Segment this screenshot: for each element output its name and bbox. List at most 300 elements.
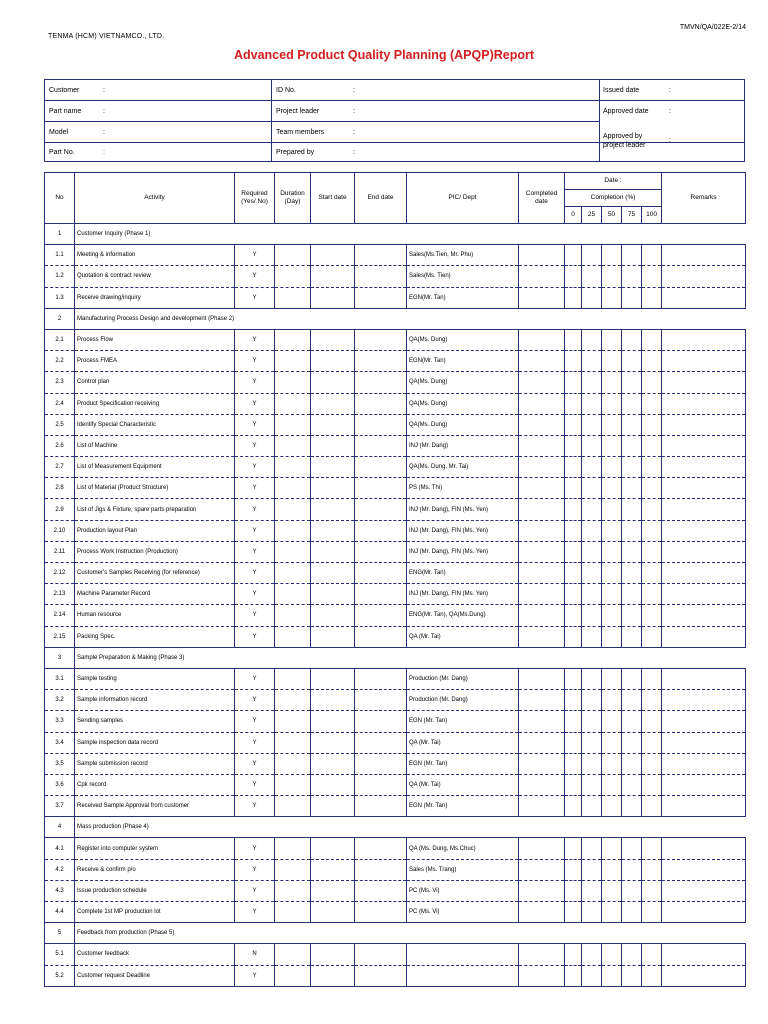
duration-cell <box>275 732 311 753</box>
section-row <box>45 308 746 329</box>
remarks-cell <box>662 478 746 499</box>
completion-75-cell <box>622 690 642 711</box>
part-no-label: Part No. <box>49 149 75 156</box>
remarks-cell <box>662 711 746 732</box>
pic-cell: EGN(Mr. Tan) <box>407 351 519 372</box>
completion-100-cell <box>642 478 662 499</box>
remarks-cell <box>662 393 746 414</box>
duration-cell <box>275 626 311 647</box>
required-cell: Y <box>235 329 275 350</box>
completion-0-cell <box>565 287 582 308</box>
row-number: 1.2 <box>45 266 75 287</box>
remarks-cell <box>662 435 746 456</box>
activity-cell: Sending samples <box>75 711 235 732</box>
completion-75-cell <box>622 944 642 965</box>
end-date-cell <box>355 753 407 774</box>
required-cell: Y <box>235 563 275 584</box>
table-row <box>45 393 746 414</box>
pic-cell: INJ (Mr. Dang), FIN (Ms. Yen) <box>407 520 519 541</box>
row-number: 5.2 <box>45 965 75 986</box>
completion-50-cell <box>602 563 622 584</box>
prepared-by-label: Prepared by <box>276 149 315 156</box>
table-row <box>45 329 746 350</box>
pic-cell: PS (Ms. Thi) <box>407 478 519 499</box>
activity-cell: Identify Special Characteristic <box>75 414 235 435</box>
completion-50-cell <box>602 351 622 372</box>
pic-cell: QA(Ms. Dung) <box>407 329 519 350</box>
end-date-cell <box>355 266 407 287</box>
completed-date-cell <box>519 329 565 350</box>
pic-cell: ENG(Mr. Tan), QA(Ms.Dung) <box>407 605 519 626</box>
col-header-completed: Completed date <box>519 173 565 224</box>
pic-cell: QA (Ms. Dung, Ms.Chuc) <box>407 838 519 859</box>
completion-100-cell <box>642 796 662 817</box>
project-leader-label: Project leader <box>276 108 320 115</box>
start-date-cell <box>311 965 355 986</box>
pic-cell: ENG(Mr. Tan) <box>407 563 519 584</box>
row-number: 4.4 <box>45 902 75 923</box>
pic-cell <box>407 965 519 986</box>
completed-date-cell <box>519 944 565 965</box>
activity-cell: Sample inspection data record <box>75 732 235 753</box>
required-cell: Y <box>235 965 275 986</box>
activity-cell: Sample testing <box>75 668 235 689</box>
end-date-cell <box>355 774 407 795</box>
activity-cell: Sample information record <box>75 690 235 711</box>
completed-date-cell <box>519 351 565 372</box>
completion-100-cell <box>642 859 662 880</box>
activity-cell: Process Work Instruction (Production) <box>75 541 235 562</box>
end-date-cell <box>355 372 407 393</box>
completion-75-cell <box>622 711 642 732</box>
completion-100-cell <box>642 711 662 732</box>
completion-25-cell <box>582 668 602 689</box>
completed-date-cell <box>519 435 565 456</box>
completed-date-cell <box>519 732 565 753</box>
completion-50-cell <box>602 372 622 393</box>
completion-25-cell <box>582 541 602 562</box>
completion-100-cell <box>642 266 662 287</box>
row-number: 4.1 <box>45 838 75 859</box>
required-cell: Y <box>235 732 275 753</box>
completion-25-cell <box>582 944 602 965</box>
completion-50-cell <box>602 944 622 965</box>
completion-0-cell <box>565 435 582 456</box>
table-row <box>45 520 746 541</box>
completion-100-cell <box>642 520 662 541</box>
start-date-cell <box>311 414 355 435</box>
completion-100-cell <box>642 668 662 689</box>
completion-25-cell <box>582 584 602 605</box>
section-row <box>45 817 746 838</box>
completion-100-cell <box>642 457 662 478</box>
end-date-cell <box>355 796 407 817</box>
completion-100-cell <box>642 499 662 520</box>
end-date-cell <box>355 478 407 499</box>
completion-100-cell <box>642 626 662 647</box>
required-cell: Y <box>235 499 275 520</box>
table-row <box>45 902 746 923</box>
required-cell: Y <box>235 902 275 923</box>
completion-100-cell <box>642 965 662 986</box>
pic-cell: PC (Ms. Vi) <box>407 880 519 901</box>
completion-75-cell <box>622 329 642 350</box>
remarks-cell <box>662 457 746 478</box>
completion-0-cell <box>565 753 582 774</box>
required-cell: Y <box>235 457 275 478</box>
pic-cell: EGN (Mr. Tan) <box>407 711 519 732</box>
model-label: Model <box>49 129 69 136</box>
completion-25-cell <box>582 711 602 732</box>
duration-cell <box>275 372 311 393</box>
completion-100-cell <box>642 563 662 584</box>
activity-cell: List of Machine <box>75 435 235 456</box>
completion-75-cell <box>622 626 642 647</box>
remarks-cell <box>662 796 746 817</box>
row-number: 2.12 <box>45 563 75 584</box>
row-number: 3.4 <box>45 732 75 753</box>
required-cell: Y <box>235 541 275 562</box>
completion-75-cell <box>622 859 642 880</box>
col-header-no: No <box>45 173 75 224</box>
end-date-cell <box>355 584 407 605</box>
pic-cell: QA (Mr. Tai) <box>407 626 519 647</box>
end-date-cell <box>355 711 407 732</box>
required-cell: Y <box>235 753 275 774</box>
completion-50-cell <box>602 266 622 287</box>
table-row <box>45 690 746 711</box>
remarks-cell <box>662 245 746 266</box>
completed-date-cell <box>519 266 565 287</box>
pic-cell: INJ (Mr. Dang), FIN (Ms. Yen) <box>407 584 519 605</box>
col-header-pct: 50 <box>602 207 622 224</box>
completion-75-cell <box>622 605 642 626</box>
col-header-pic: PIC/ Dept <box>407 173 519 224</box>
completion-50-cell <box>602 457 622 478</box>
table-row <box>45 838 746 859</box>
duration-cell <box>275 563 311 584</box>
completed-date-cell <box>519 838 565 859</box>
duration-cell <box>275 414 311 435</box>
pic-cell: Sales(Ms. Tien) <box>407 266 519 287</box>
remarks-cell <box>662 266 746 287</box>
completion-25-cell <box>582 880 602 901</box>
completion-100-cell <box>642 541 662 562</box>
completion-0-cell <box>565 266 582 287</box>
completion-75-cell <box>622 266 642 287</box>
pic-cell: Sales(Ms.Tien, Mr. Phu) <box>407 245 519 266</box>
row-number: 2.2 <box>45 351 75 372</box>
completion-100-cell <box>642 584 662 605</box>
required-cell: Y <box>235 266 275 287</box>
duration-cell <box>275 266 311 287</box>
completion-50-cell <box>602 711 622 732</box>
completion-25-cell <box>582 435 602 456</box>
completion-100-cell <box>642 838 662 859</box>
completion-50-cell <box>602 732 622 753</box>
row-number: 2.9 <box>45 499 75 520</box>
duration-cell <box>275 499 311 520</box>
completion-25-cell <box>582 965 602 986</box>
section-title: Customer Inquiry (Phase 1) <box>75 224 746 245</box>
completion-0-cell <box>565 541 582 562</box>
activity-cell: List of Measurement Equipment <box>75 457 235 478</box>
completion-100-cell <box>642 944 662 965</box>
header-info-block: Customer : Part name : Model : Part No. : ID No. : Project leader : Team members : Prepared by : Issued date : Approved date : Approved by project leader : <box>44 79 745 162</box>
duration-cell <box>275 690 311 711</box>
row-number: 2.7 <box>45 457 75 478</box>
completion-25-cell <box>582 690 602 711</box>
completed-date-cell <box>519 605 565 626</box>
completion-75-cell <box>622 668 642 689</box>
start-date-cell <box>311 499 355 520</box>
completion-0-cell <box>565 880 582 901</box>
completion-75-cell <box>622 457 642 478</box>
table-row <box>45 668 746 689</box>
pic-cell: INJ (Mr. Dang), FIN (Ms. Yen) <box>407 499 519 520</box>
completed-date-cell <box>519 287 565 308</box>
duration-cell <box>275 711 311 732</box>
end-date-cell <box>355 541 407 562</box>
col-header-end: End date <box>355 173 407 224</box>
row-number: 2.15 <box>45 626 75 647</box>
table-row <box>45 245 746 266</box>
completion-75-cell <box>622 796 642 817</box>
completion-50-cell <box>602 245 622 266</box>
activity-cell: Meeting & information <box>75 245 235 266</box>
end-date-cell <box>355 245 407 266</box>
completion-25-cell <box>582 605 602 626</box>
part-name-label: Part name <box>49 108 82 115</box>
table-row <box>45 541 746 562</box>
completion-25-cell <box>582 563 602 584</box>
completion-0-cell <box>565 457 582 478</box>
required-cell: Y <box>235 372 275 393</box>
row-number: 2.13 <box>45 584 75 605</box>
remarks-cell <box>662 605 746 626</box>
remarks-cell <box>662 753 746 774</box>
pic-cell: EGN (Mr. Tan) <box>407 753 519 774</box>
pic-cell: QA(Ms. Dung) <box>407 393 519 414</box>
row-number: 2.6 <box>45 435 75 456</box>
activity-cell: Register into computer system <box>75 838 235 859</box>
completion-25-cell <box>582 732 602 753</box>
completion-50-cell <box>602 584 622 605</box>
row-number: 2.8 <box>45 478 75 499</box>
completion-75-cell <box>622 965 642 986</box>
col-header-pct: 25 <box>582 207 602 224</box>
completion-75-cell <box>622 541 642 562</box>
remarks-cell <box>662 329 746 350</box>
completion-50-cell <box>602 796 622 817</box>
activity-cell: Customer request Deadline <box>75 965 235 986</box>
completion-50-cell <box>602 753 622 774</box>
completed-date-cell <box>519 711 565 732</box>
required-cell: Y <box>235 520 275 541</box>
required-cell: Y <box>235 668 275 689</box>
row-number: 3.6 <box>45 774 75 795</box>
completion-0-cell <box>565 499 582 520</box>
completed-date-cell <box>519 584 565 605</box>
start-date-cell <box>311 478 355 499</box>
end-date-cell <box>355 414 407 435</box>
completion-50-cell <box>602 626 622 647</box>
table-row <box>45 605 746 626</box>
completion-50-cell <box>602 838 622 859</box>
remarks-cell <box>662 838 746 859</box>
completion-100-cell <box>642 774 662 795</box>
required-cell: Y <box>235 245 275 266</box>
remarks-cell <box>662 626 746 647</box>
section-title: Mass production (Phase 4) <box>75 817 746 838</box>
completion-0-cell <box>565 584 582 605</box>
duration-cell <box>275 520 311 541</box>
remarks-cell <box>662 541 746 562</box>
duration-cell <box>275 245 311 266</box>
completion-75-cell <box>622 880 642 901</box>
required-cell: Y <box>235 774 275 795</box>
completion-0-cell <box>565 605 582 626</box>
activity-cell: Machine Parameter Record <box>75 584 235 605</box>
completion-75-cell <box>622 478 642 499</box>
completion-50-cell <box>602 774 622 795</box>
completion-75-cell <box>622 287 642 308</box>
completion-0-cell <box>565 329 582 350</box>
duration-cell <box>275 796 311 817</box>
col-header-duration: Duration (Day) <box>275 173 311 224</box>
completion-0-cell <box>565 859 582 880</box>
completion-25-cell <box>582 457 602 478</box>
col-header-required: Required (Yes/ No) <box>235 173 275 224</box>
required-cell: Y <box>235 414 275 435</box>
completed-date-cell <box>519 668 565 689</box>
required-cell: Y <box>235 711 275 732</box>
duration-cell <box>275 944 311 965</box>
activity-cell: Control plan <box>75 372 235 393</box>
section-title: Feedback from production (Phase 5) <box>75 923 746 944</box>
required-cell: Y <box>235 584 275 605</box>
required-cell: Y <box>235 880 275 901</box>
table-row <box>45 626 746 647</box>
table-row <box>45 944 746 965</box>
completion-0-cell <box>565 414 582 435</box>
completion-75-cell <box>622 753 642 774</box>
remarks-cell <box>662 944 746 965</box>
document-number: TMVN/QA/022E-2/14 <box>679 24 746 31</box>
row-number: 4.2 <box>45 859 75 880</box>
end-date-cell <box>355 351 407 372</box>
remarks-cell <box>662 351 746 372</box>
row-number: 2.1 <box>45 329 75 350</box>
activity-cell: Quotation & contract review <box>75 266 235 287</box>
remarks-cell <box>662 563 746 584</box>
end-date-cell <box>355 944 407 965</box>
end-date-cell <box>355 732 407 753</box>
activity-cell: Human resource <box>75 605 235 626</box>
completion-0-cell <box>565 393 582 414</box>
start-date-cell <box>311 287 355 308</box>
table-row <box>45 457 746 478</box>
end-date-cell <box>355 605 407 626</box>
required-cell: Y <box>235 393 275 414</box>
activity-cell: Process FMEA <box>75 351 235 372</box>
completed-date-cell <box>519 541 565 562</box>
end-date-cell <box>355 626 407 647</box>
completion-25-cell <box>582 499 602 520</box>
activity-cell: Sample submission record <box>75 753 235 774</box>
completion-75-cell <box>622 393 642 414</box>
start-date-cell <box>311 541 355 562</box>
start-date-cell <box>311 859 355 880</box>
completion-0-cell <box>565 372 582 393</box>
apqp-activity-table <box>44 172 746 987</box>
pic-cell <box>407 944 519 965</box>
completion-75-cell <box>622 499 642 520</box>
completion-25-cell <box>582 329 602 350</box>
remarks-cell <box>662 520 746 541</box>
required-cell: Y <box>235 690 275 711</box>
row-number: 3.7 <box>45 796 75 817</box>
pic-cell: QA(Ms. Dung) <box>407 414 519 435</box>
table-row <box>45 563 746 584</box>
completion-50-cell <box>602 414 622 435</box>
start-date-cell <box>311 626 355 647</box>
end-date-cell <box>355 880 407 901</box>
completion-25-cell <box>582 902 602 923</box>
pic-cell: Production (Mr. Dang) <box>407 668 519 689</box>
customer-label: Customer <box>49 87 80 94</box>
end-date-cell <box>355 965 407 986</box>
completion-25-cell <box>582 266 602 287</box>
completion-25-cell <box>582 372 602 393</box>
table-row <box>45 774 746 795</box>
completed-date-cell <box>519 902 565 923</box>
pic-cell: QA (Mr. Tai) <box>407 774 519 795</box>
table-row <box>45 351 746 372</box>
completion-0-cell <box>565 245 582 266</box>
table-row <box>45 287 746 308</box>
remarks-cell <box>662 414 746 435</box>
end-date-cell <box>355 563 407 584</box>
end-date-cell <box>355 902 407 923</box>
col-header-date: Date : <box>565 173 662 190</box>
approved-date-label: Approved date <box>603 108 649 115</box>
duration-cell <box>275 478 311 499</box>
start-date-cell <box>311 838 355 859</box>
activity-cell: Customer feedback <box>75 944 235 965</box>
duration-cell <box>275 351 311 372</box>
completion-75-cell <box>622 838 642 859</box>
completion-100-cell <box>642 393 662 414</box>
row-number: 4.3 <box>45 880 75 901</box>
completion-0-cell <box>565 478 582 499</box>
completion-0-cell <box>565 796 582 817</box>
pic-cell: INJ (Mr. Dang) <box>407 435 519 456</box>
pic-cell: Production (Mr. Dang) <box>407 690 519 711</box>
remarks-cell <box>662 902 746 923</box>
start-date-cell <box>311 245 355 266</box>
completion-0-cell <box>565 838 582 859</box>
remarks-cell <box>662 372 746 393</box>
col-header-pct: 75 <box>622 207 642 224</box>
completion-50-cell <box>602 287 622 308</box>
completion-25-cell <box>582 774 602 795</box>
completion-50-cell <box>602 690 622 711</box>
completion-25-cell <box>582 393 602 414</box>
completion-0-cell <box>565 626 582 647</box>
row-number: 1.1 <box>45 245 75 266</box>
duration-cell <box>275 605 311 626</box>
